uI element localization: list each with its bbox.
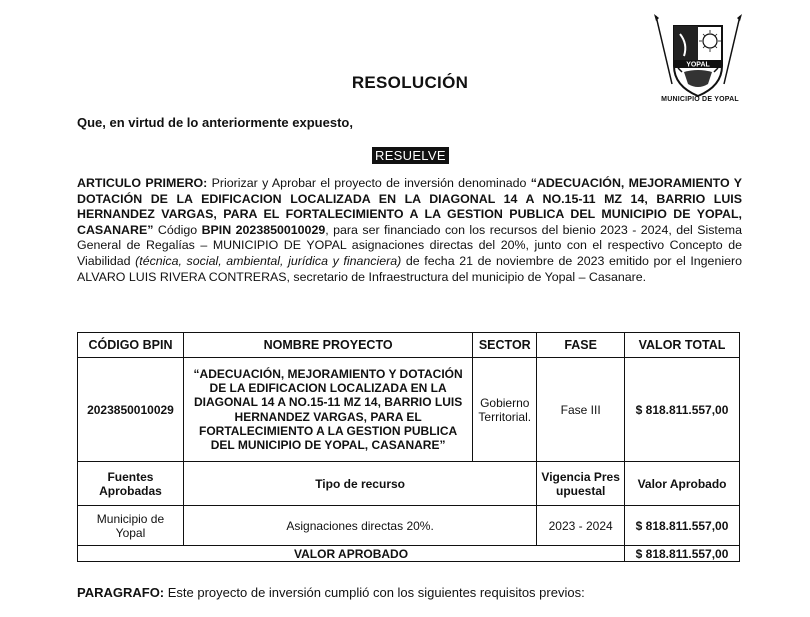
- table-total-row: [78, 546, 740, 562]
- article-text-1: Priorizar y Aprobar el proyecto de inversión denominado: [207, 176, 531, 190]
- header-codigo-bpin: CÓDIGO BPIN: [78, 333, 184, 358]
- article-text-3: , para ser financiado con los recursos del bienio 2023 - 2024, del Sistema General de Regalías – MUNICIPIO DE YOPAL asignaciones directas del 20%, junto con el respectivo Concepto de Viabilidad: [77, 222, 742, 268]
- paragrafo: [77, 585, 585, 600]
- cell-tipo-recurso: Asignaciones directas 20%.: [183, 506, 536, 546]
- cell-sector: Gobierno Territorial.: [473, 358, 537, 462]
- table-row: [78, 506, 740, 546]
- header-vigencia: Vigencia Presupuestal: [537, 462, 625, 506]
- article-bpin: BPIN 2023850010029: [201, 222, 326, 237]
- cell-bpin: 2023850010029: [78, 358, 184, 462]
- article-primero: [77, 176, 742, 285]
- paragrafo-label: PARAGRAFO:: [77, 585, 165, 600]
- header-fase: FASE: [537, 333, 625, 358]
- header-valor-aprobado: Valor Aprobado: [625, 462, 740, 506]
- project-table: [77, 332, 740, 562]
- total-label: VALOR APROBADO: [78, 546, 625, 562]
- logo-caption: MUNICIPIO DE YOPAL: [661, 96, 739, 103]
- header-fuentes-aprobadas: Fuentes Aprobadas: [78, 462, 184, 506]
- total-value: $ 818.811.557,00: [625, 546, 740, 562]
- table-header-row: [78, 333, 740, 358]
- resuelve-heading: RESUELVE: [372, 147, 449, 164]
- article-text-2: Código: [153, 222, 202, 237]
- header-valor-total: VALOR TOTAL: [625, 333, 740, 358]
- cell-valor-total: $ 818.811.557,00: [625, 358, 740, 462]
- article-label: ARTICULO PRIMERO:: [77, 176, 208, 190]
- header-tipo-recurso: Tipo de recurso: [183, 462, 536, 506]
- cell-vigencia: 2023 - 2024: [537, 506, 625, 546]
- article-viability: (técnica, social, ambiental, jurídica y financiera): [135, 253, 402, 268]
- document-title: RESOLUCIÓN: [351, 73, 469, 92]
- header-sector: SECTOR: [473, 333, 537, 358]
- header-nombre-proyecto: NOMBRE PROYECTO: [183, 333, 472, 358]
- cell-fuente: Municipio de Yopal: [78, 506, 184, 546]
- paragrafo-text: Este proyecto de inversión cumplió con los siguientes requisitos previos:: [164, 585, 585, 600]
- svg-text:YOPAL: YOPAL: [686, 61, 710, 69]
- table-subheader-row: [78, 462, 740, 506]
- intro-text: Que, en virtud de lo anteriormente expuesto,: [77, 115, 353, 130]
- cell-valor-aprobado: $ 818.811.557,00: [625, 506, 740, 546]
- table-row: [78, 358, 740, 462]
- article-project-name: “ADECUACIÓN, MEJORAMIENTO Y DOTACIÓN DE LA EDIFICACION LOCALIZADA EN LA DIAGONAL 14 A NO.15-11 MZ 14, BARRIO LUIS HERNANDEZ VARGAS, PARA EL FORTALECIMIENTO A LA GESTION PUBLICA DEL MUNICIPIO DE YOPAL, CASANARE”: [77, 176, 743, 237]
- cell-project-name: “ADECUACIÓN, MEJORAMIENTO Y DOTACIÓN DE LA EDIFICACION LOCALIZADA EN LA DIAGONAL 14 A NO.15-11 MZ 14, BARRIO LUIS HERNANDEZ VARGAS, PARA EL FORTALECIMIENTO A LA GESTION PUBLICA DEL MUNICIPIO DE YOPAL, CASANARE”: [183, 358, 472, 462]
- cell-fase: Fase III: [537, 358, 625, 462]
- article-text-4: de fecha 21 de noviembre de 2023 emitido por el Ingeniero ALVARO LUIS RIVERA CONTRERAS, secretario de Infraestructura del municipio de Yopal – Casanare.: [77, 253, 742, 284]
